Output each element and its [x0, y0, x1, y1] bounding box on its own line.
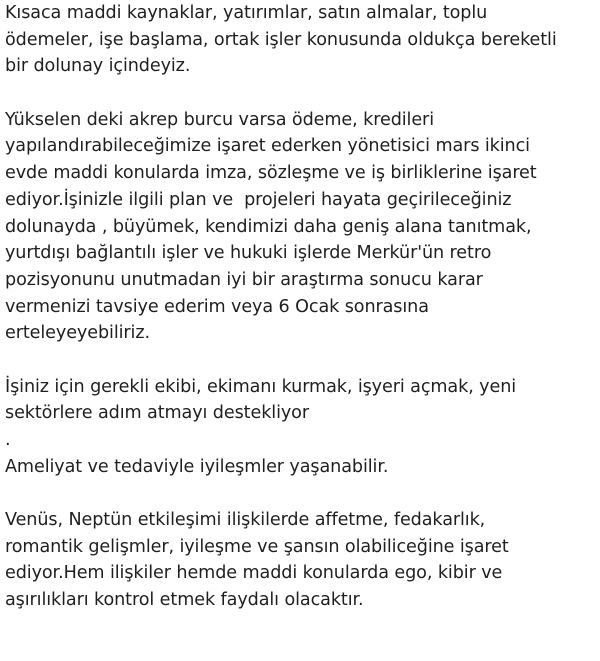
paragraph-2 — [5, 107, 600, 347]
text-line: yurtdışı bağlantılı işler ve hukuki işlerde Merkür'ün retro — [5, 243, 492, 264]
text-line: Yükselen deki akrep burcu varsa ödeme, kredileri — [5, 109, 434, 130]
text-line: romantik gelişmler, iyileşme ve şansın olabiliceğine işaret — [5, 536, 509, 557]
text-line: Ameliyat ve tedaviyle iyileşmler yaşanabilir. — [5, 456, 389, 477]
text-line: pozisyonunu unutmadan iyi bir araştırma sonucu karar — [5, 269, 483, 290]
text-line: . — [5, 430, 11, 450]
text-line: sektörlere adım atmayı destekliyor — [5, 403, 309, 424]
paragraph-3 — [5, 374, 600, 481]
paragraph-gap — [5, 480, 600, 507]
paragraph-gap — [5, 80, 600, 107]
paragraph-gap — [5, 347, 600, 374]
text-line: ediyor.Hem ilişkiler hemde maddi konularda ego, kibir ve — [5, 563, 503, 584]
text-line: İşiniz için gerekli ekibi, ekimanı kurmak, işyeri açmak, yeni — [5, 376, 517, 397]
text-line: vermenizi tavsiye ederim veya 6 Ocak sonrasına — [5, 296, 429, 317]
text-line: Kısaca maddi kaynaklar, yatırımlar, satın almalar, toplu — [5, 3, 488, 23]
text-line: dolunayda , büyümek, kendimizi daha geniş alana tanıtmak, — [5, 216, 532, 237]
text-line: ödemeler, işe başlama, ortak işler konusunda oldukça bereketli — [5, 29, 557, 50]
text-line: aşırılıkları kontrol etmek faydalı olacaktır. — [5, 590, 364, 611]
text-line: evde maddi konularda imza, sözleşme ve iş birliklerine işaret — [5, 163, 537, 184]
text-line: ediyor.İşinizle ilgili plan ve projeleri hayata geçirileceğiniz — [5, 189, 512, 210]
text-line: bir dolunay içindeyiz. — [5, 56, 191, 77]
text-line: erteleyeyebiliriz. — [5, 323, 150, 344]
paragraph-1 — [5, 0, 600, 80]
document-body — [5, 0, 600, 614]
paragraph-4 — [5, 507, 600, 614]
text-line: yapılandırabileceğimize işaret ederken yönetisici mars ikinci — [5, 136, 530, 157]
text-line: Venüs, Neptün etkileşimi ilişkilerde affetme, fedakarlık, — [5, 510, 486, 531]
